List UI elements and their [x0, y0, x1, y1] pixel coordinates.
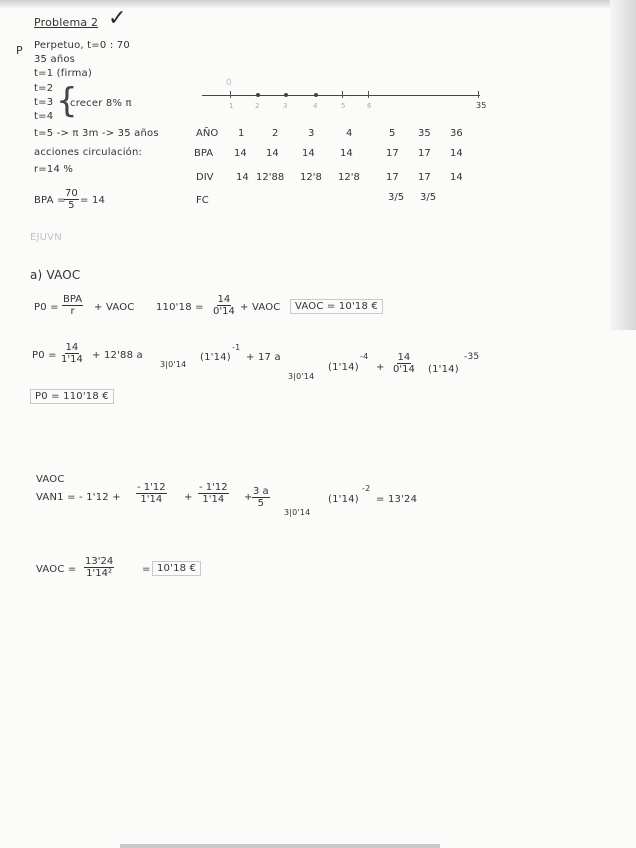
eq1-sub-rest: + VAOC [240, 302, 281, 313]
table-cell: 3/5 [420, 192, 437, 203]
eq2-annuity-sub: 3|0'14 [288, 372, 315, 381]
given-line-5: t=3 [34, 97, 54, 108]
timeline-label: 3 [283, 102, 288, 110]
table-header: 35 [418, 128, 431, 139]
table-cell: 14 [340, 148, 353, 159]
given-line-7: t=5 -> π 3m -> 35 años [34, 128, 159, 139]
timeline-label: 2 [255, 102, 260, 110]
page-bottom-edge [120, 844, 440, 848]
van-f2-denominator: 1'14 [202, 494, 225, 505]
van-f1-numerator: - 1'12 [137, 482, 166, 493]
given-line-1: Perpetuo, t=0 : 70 [34, 40, 130, 51]
faded-text: EJUVN [30, 232, 62, 243]
given-line-8: acciones circulación: [34, 147, 143, 158]
eq2-annuity-sub: 3|0'14 [160, 360, 187, 369]
van-f3-denominator: 5 [257, 498, 265, 509]
eq2-term: + 17 a [246, 352, 281, 363]
eq2-numerator-2: 14 [397, 352, 411, 363]
table-cell: 12'88 [256, 172, 285, 183]
bpa-fraction [64, 188, 79, 211]
van-annuity-sub: 3|0'14 [284, 508, 311, 517]
timeline-label: 4 [313, 102, 318, 110]
vaoc-numerator: 13'24 [85, 556, 114, 567]
eq2-term: (1'14) [428, 364, 459, 375]
page-right-shadow [610, 0, 636, 330]
table-row-label: DIV [196, 172, 214, 183]
timeline-end-label: 35 [476, 101, 487, 110]
table-header: AÑO [196, 128, 219, 139]
eq1-rest: + VAOC [94, 302, 135, 313]
table-cell: 17 [386, 172, 399, 183]
vaoc-denominator: 1'14² [86, 568, 113, 579]
eq1-numerator: BPA [63, 294, 83, 305]
eq1-sub-lhs: 110'18 = [156, 302, 204, 313]
table-cell: 14 [450, 172, 463, 183]
brace-mark: { [56, 81, 78, 121]
eq2-exponent: -4 [360, 352, 369, 361]
table-header: 2 [272, 128, 279, 139]
eq2-term: (1'14) [328, 362, 359, 373]
timeline-dot [256, 93, 260, 97]
van-fraction-2 [198, 482, 229, 505]
van-lhs: VAN1 = - 1'12 + [36, 492, 121, 503]
timeline-label: 6 [367, 102, 372, 110]
eq2-denominator: 1'14 [61, 354, 83, 365]
table-cell: 14 [234, 148, 247, 159]
eq1-sub-denominator: 0'14 [213, 306, 235, 317]
timeline-axis [202, 95, 480, 96]
part-a-heading: a) VAOC [30, 268, 81, 282]
brace-note: crecer 8% π [70, 98, 132, 109]
table-header: 3 [308, 128, 315, 139]
eq1-result-box: VAOC = 10'18 € [290, 299, 383, 314]
van-plus: + [244, 492, 253, 503]
eq2-denominator-2: 0'14 [393, 364, 415, 375]
given-line-6: t=4 [34, 111, 54, 122]
table-cell: 17 [386, 148, 399, 159]
bpa-label: BPA = [34, 195, 66, 206]
eq2-numerator: 14 [65, 342, 79, 353]
table-header: 36 [450, 128, 463, 139]
van-f3-numerator: 3 a [253, 486, 269, 497]
given-line-2: 35 años [34, 54, 76, 65]
given-line-4: t=2 [34, 83, 54, 94]
eq1-fraction [62, 294, 83, 317]
part-b-heading: VAOC [36, 474, 65, 485]
eq2-exponent: -1 [232, 343, 241, 352]
table-header: 4 [346, 128, 353, 139]
van-fraction-3 [252, 486, 270, 509]
van-fraction-1 [136, 482, 167, 505]
eq1-denominator: r [70, 306, 75, 317]
table-cell: 17 [418, 148, 431, 159]
checkmark-icon: ✓ [108, 6, 127, 31]
table-header: 5 [389, 128, 396, 139]
bpa-numerator: 70 [65, 188, 78, 199]
van-f1-denominator: 1'14 [140, 494, 163, 505]
timeline-tick [342, 91, 343, 98]
eq2-exponent: -35 [464, 352, 480, 362]
vaoc-lhs: VAOC = [36, 564, 77, 575]
table-cell: 14 [266, 148, 279, 159]
table-cell: 12'8 [338, 172, 360, 183]
vaoc-equals: = [142, 564, 151, 575]
eq2-term: (1'14) [200, 352, 231, 363]
timeline-origin: 0 [226, 78, 232, 88]
page-top-edge [0, 0, 636, 8]
van-plus: + [184, 492, 193, 503]
table-cell: 14 [236, 172, 249, 183]
table-header: 1 [238, 128, 245, 139]
given-line-9: r=14 % [34, 164, 74, 175]
timeline-dot [284, 93, 288, 97]
van-exponent: -2 [362, 484, 371, 493]
eq2-fraction-2 [392, 352, 416, 375]
margin-mark: P [16, 44, 23, 57]
eq1-sub-numerator: 14 [217, 294, 231, 305]
page-title: Problema 2 [34, 16, 99, 29]
timeline-tick [368, 91, 369, 98]
timeline-tick [478, 91, 479, 98]
table-row-label: FC [196, 195, 209, 206]
eq2-result-box: P0 = 110'18 € [30, 389, 114, 404]
eq1-sub-fraction [212, 294, 236, 317]
bpa-result: = 14 [80, 195, 106, 206]
eq1-lhs: P0 = [34, 302, 59, 313]
timeline-dot [314, 93, 318, 97]
eq2-plus: + [376, 362, 385, 373]
bpa-denominator: 5 [68, 200, 75, 211]
given-line-3: t=1 (firma) [34, 68, 92, 79]
timeline-tick [230, 91, 231, 98]
table-cell: 14 [450, 148, 463, 159]
eq2-term: + 12'88 a [92, 350, 143, 361]
van-result: = 13'24 [376, 494, 418, 505]
vaoc-fraction [84, 556, 114, 579]
eq2-fraction [60, 342, 84, 365]
van-f2-numerator: - 1'12 [199, 482, 228, 493]
timeline-label: 1 [229, 102, 234, 110]
table-cell: 12'8 [300, 172, 322, 183]
table-row-label: BPA [194, 148, 214, 159]
table-cell: 14 [302, 148, 315, 159]
timeline-label: 5 [341, 102, 346, 110]
table-cell: 3/5 [388, 192, 405, 203]
table-cell: 17 [418, 172, 431, 183]
vaoc-result-box: 10'18 € [152, 561, 201, 576]
eq2-lhs: P0 = [32, 350, 57, 361]
van-paren: (1'14) [328, 494, 359, 505]
